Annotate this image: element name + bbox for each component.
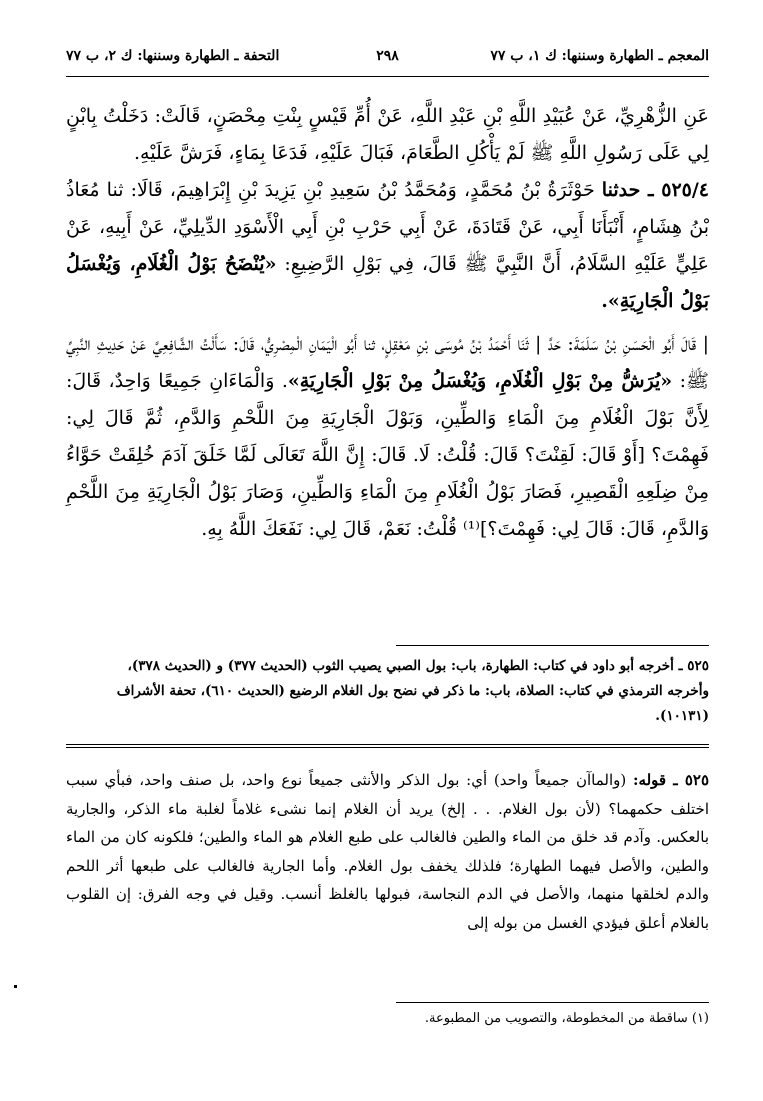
header-left: التحفة ـ الطهارة وسننها: ك ٢، ب ٧٧	[66, 48, 280, 64]
addition-quote: «يُرَشُّ مِنْ بَوْلِ الْغُلَامِ، وَيُغْسَلُ مِنْ بَوْلِ الْجَارِيَةِ»	[287, 370, 673, 392]
paragraph-addition	[66, 326, 709, 548]
hadith-matn: «يُنْضَحُ بَوْلُ الْغُلَامِ، وَيُغْسَلُ بَوْلُ الْجَارِيَةِ».	[66, 253, 709, 312]
footnote-divider	[396, 1002, 709, 1003]
commentary-divider-top	[66, 744, 709, 745]
paragraph-hadith-continuation: عَنِ الزُّهْرِيِّ، عَنْ عُبَيْدِ اللَّهِ بْنِ عَبْدِ اللَّهِ، عَنْ أُمِّ قَيْسٍ بِنْتِ مِحْصَنٍ، قَالَتْ: دَخَلْتُ بِابْنٍ لِي عَلَى رَسُولِ اللَّهِ ﷺ لَمْ يَأْكُلِ الطَّعَامَ، فَبَالَ عَلَيْهِ، فَدَعَا بِمَاءٍ، فَرَشَّ عَلَيْهِ.	[66, 105, 709, 164]
commentary-text: (والماآن جميعاً واحد) أي: بول الذكر والأنثى جميعاً نوع واحد، بل صنف واحد، فبأي سبب اختلف حكمهما؟ (لأن بول الغلام. . . إلخ) يريد أن الغلام إنما نشىء غلاماً لغلبة ماء الذكر، والجارية بالعكس. وآدم قد خلق من الماء والطين فالغالب على طبع الغلام هو الماء والطين؛ فلكونه كان من الماء والطين، والأصل فيهما الطهارة؛ فلذلك يخفف بول الغلام. وأما الجارية فالغالب على طبعها أثر اللحم والدم لخلقها منهما، والأصل في الدم النجاسة، فبولها بالغلظ أنسب. وقيل في وجه الفرق: إن القلوب بالغلام أعلق فيؤدي الغسل من بوله إلى	[66, 771, 709, 932]
takhrij-note	[66, 654, 709, 729]
footnote: (١) ساقطة من المخطوطة، والتصويب من المطبوعة.	[424, 1011, 709, 1026]
hadith-number: ٥٢٥/٤ ـ حدثنا	[601, 179, 709, 201]
paragraph-hadith-525	[66, 172, 709, 320]
commentary-section	[66, 766, 709, 937]
takhrij-divider	[396, 645, 709, 646]
commentary-paragraph	[66, 766, 709, 937]
header-right: المعجم ـ الطهارة وسننها: ك ١، ب ٧٧	[490, 48, 709, 64]
addition-explanation: . وَالْمَاءَانِ جَمِيعًا وَاحِدٌ، قَالَ: لِأَنَّ بَوْلَ الْغُلَامِ مِنَ الْمَاءِ وَالطِّينِ، وَبَوْلَ الْجَارِيَةِ مِنَ اللَّحْمِ وَالدَّمِ، ثُمَّ قَالَ لِي: فَهِمْتَ؟ [أَوْ قَالَ: لَقِنْتَ؟ قَالَ: قُلْتُ: لَا. قَالَ: إِنَّ اللَّهَ تَعَالَى لَمَّا خَلَقَ آدَمَ خُلِقَتْ حَوَّاءُ مِنْ ضِلَعِهِ الْقَصِيرِ، فَصَارَ بَوْلُ الْغُلَامِ مِنَ الْمَاءِ وَالطِّينِ، وَصَارَ بَوْلُ الْجَارِيَةِ مِنَ اللَّحْمِ وَالدَّمِ، قَالَ: قَالَ لِي: فَهِمْتَ؟]⁽¹⁾ قُلْتُ: نَعَمْ، قَالَ لِي: نَفَعَكَ اللَّهُ بِهِ.	[66, 370, 709, 540]
main-text	[66, 98, 709, 548]
addition-chain: | قَالَ أَبُو الْحَسَنِ بْنُ سَلَمَةَ: حَدَّ | ثَنَا أَحْمَدُ بْنُ مُوسَى بْنِ مَعْقِلٍ، ثنا أَبُو الْيَمَانِ الْمِصْرِيُّ، قَالَ: سَأَلْتُ الشَّافِعِيَّ عَنْ حَدِيثِ النَّبِيِّ ﷺ:	[66, 333, 709, 392]
commentary-lead: ٥٢٥ ـ قوله:	[632, 771, 709, 789]
takhrij-line-1: ٥٢٥ ـ أخرجه أبو داود في كتاب: الطهارة، باب: بول الصبي يصيب الثوب (الحديث ٣٧٧) و (الحديث ٣٧٨)،	[127, 658, 709, 674]
hadith-chain: حَوْثَرَةُ بْنُ مُحَمَّدٍ، وَمُحَمَّدُ بْنُ سَعِيدِ بْنِ يَزِيدَ بْنِ إِبْرَاهِيمَ، قَالَا: ثنا مُعَاذُ بْنُ هِشَامٍ، أَنْبَأَنَا أَبِي، عَنْ قَتَادَةَ، عَنْ أَبِي حَرْبِ بْنِ أَبِي الْأَسْوَدِ الدِّيلِيِّ، عَنْ أَبِيهِ، عَنْ عَلِيٍّ عَلَيْهِ السَّلَامُ، أَنَّ النَّبِيَّ ﷺ قَالَ، فِي بَوْلِ الرَّضِيعِ:	[66, 179, 710, 275]
page-number: ٢٩٨	[376, 48, 399, 64]
takhrij-line-2: وأخرجه الترمذي في كتاب: الصلاة، باب: ما ذكر في نضح بول الغلام الرضيع (الحديث ٦١٠)، تحفة الأشراف	[116, 683, 709, 699]
scan-speck	[14, 985, 17, 988]
takhrij-line-3: (١٠١٣١).	[655, 708, 709, 724]
commentary-divider-bottom	[66, 747, 709, 748]
header-divider	[66, 76, 709, 77]
running-header	[66, 48, 709, 72]
